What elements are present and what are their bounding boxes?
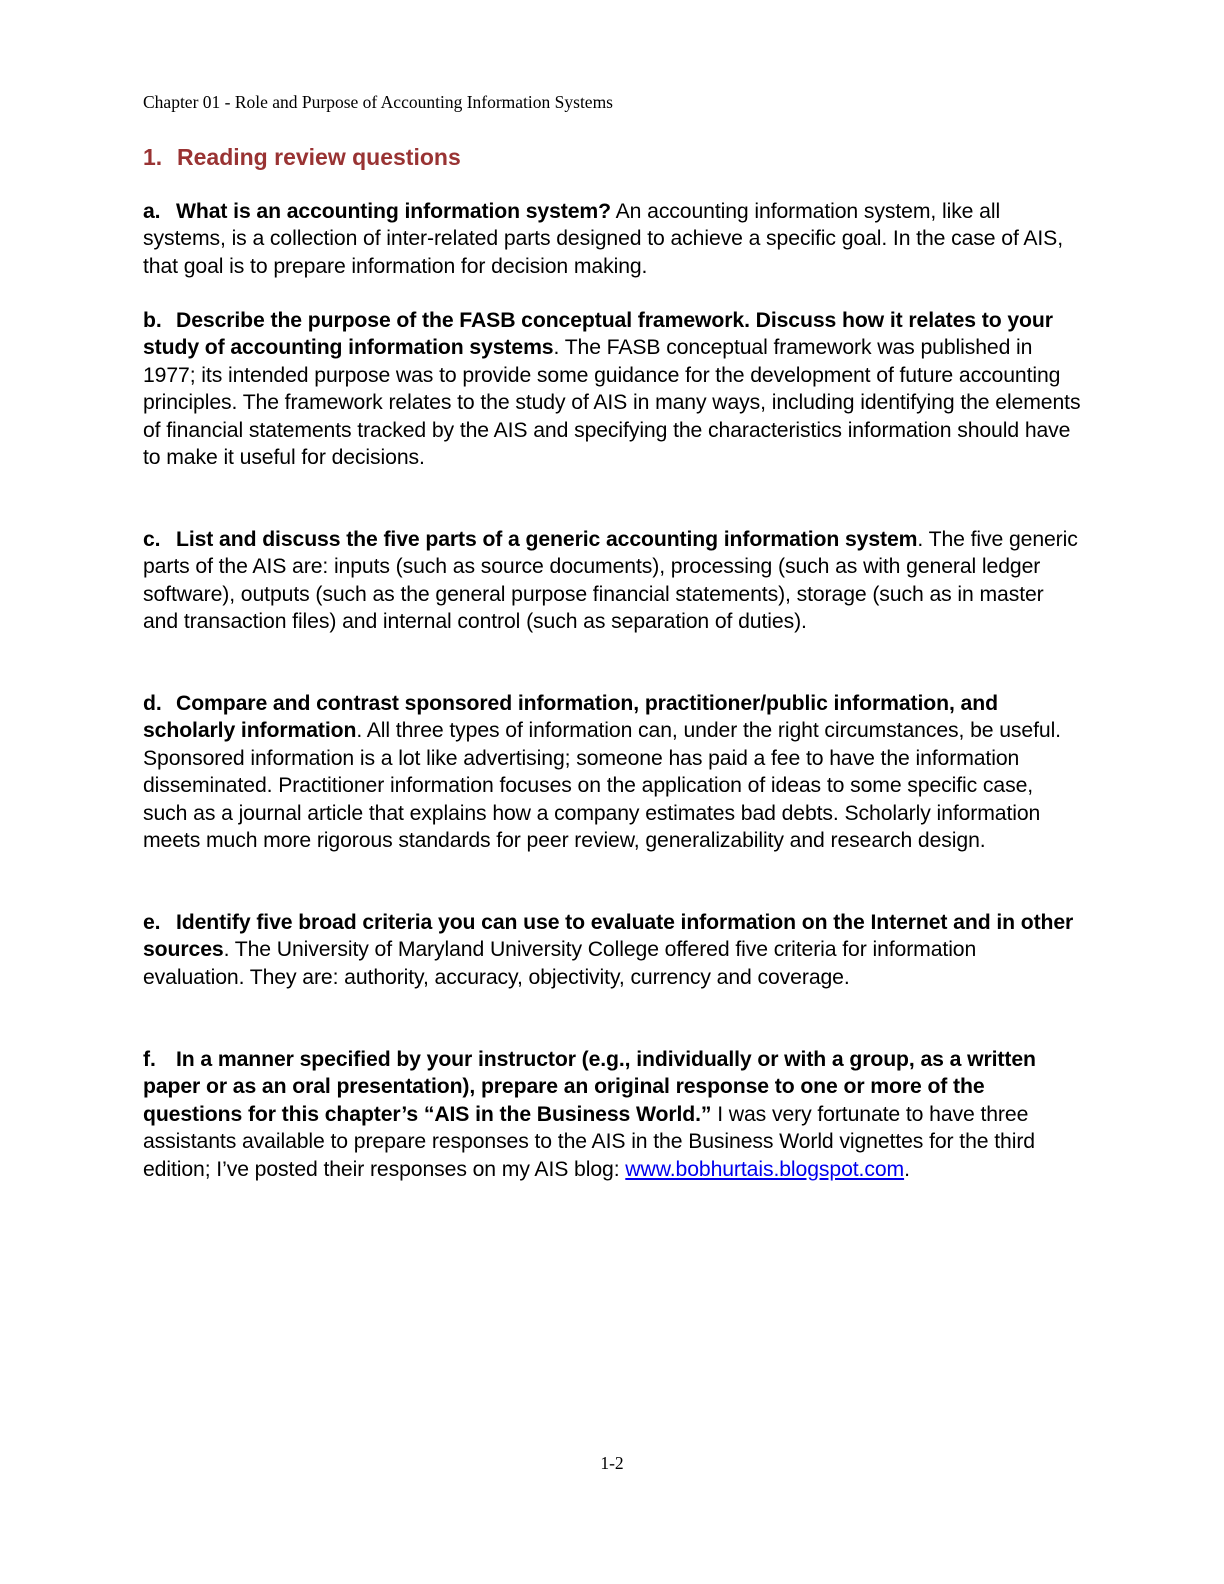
section-title: Reading review questions <box>177 144 461 170</box>
answer-text: . The five generic parts of the AIS are: inputs (such as source documents), processing (such as with general ledger software), outputs (such as the general purpose financial statements), storage (such as in master and transaction files) and internal control (such as separation of duties). <box>143 528 1078 634</box>
question-text: Describe the purpose of the FASB conceptual framework. Discuss how it relates to your study of accounting information systems <box>143 309 1053 360</box>
question-letter: e. <box>143 911 161 934</box>
question-a <box>143 198 1083 280</box>
question-b <box>143 307 1083 471</box>
question-f <box>143 1046 1083 1183</box>
answer-period: . <box>904 1157 910 1181</box>
question-e <box>143 909 1083 991</box>
answer-text: . The FASB conceptual framework was published in 1977; its intended purpose was to provide some guidance for the development of future accounting principles. The framework relates to the study of AIS in many ways, including identifying the elements of financial statements tracked by the AIS and specifying the characteristics information should have to make it useful for decisions. <box>143 336 1081 470</box>
blog-link[interactable]: www.bobhurtais.blogspot.com <box>625 1157 905 1181</box>
answer-text: An accounting information system, like all systems, is a collection of inter-related parts designed to achieve a specific goal. In the case of AIS, that goal is to prepare information for decision making. <box>143 200 1063 278</box>
question-text: In a manner specified by your instructor (e.g., individually or with a group, as a written paper or as an oral presentation), prepare an original response to one or more of the questions for this chapter’s “AIS in the Business World.” <box>143 1048 1036 1126</box>
answer-text: . The University of Maryland University College offered five criteria for information evaluation. They are: authority, accuracy, objectivity, currency and coverage. <box>143 938 977 989</box>
question-text: Identify five broad criteria you can use to evaluate information on the Internet and in other sources <box>143 911 1074 962</box>
question-d <box>143 690 1083 854</box>
question-letter: d. <box>143 692 162 715</box>
question-c <box>143 526 1083 636</box>
section-heading <box>143 142 461 172</box>
answer-text: . All three types of information can, under the right circumstances, be useful. Sponsored information is a lot like advertising; someone has paid a fee to have the information disseminated. Practitioner information focuses on the application of ideas to some specific case, such as a journal article that explains how a company estimates bad debts. Scholarly information meets much more rigorous standards for peer review, generalizability and research design. <box>143 719 1061 853</box>
question-letter: b. <box>143 309 162 332</box>
question-text: List and discuss the five parts of a generic accounting information system <box>176 528 918 551</box>
section-number: 1. <box>143 144 163 170</box>
page-number: 1-2 <box>600 1453 624 1473</box>
question-letter: c. <box>143 528 161 551</box>
running-header: Chapter 01 - Role and Purpose of Accounting Information Systems <box>143 92 613 112</box>
question-letter: a. <box>143 200 161 223</box>
question-text: What is an accounting information system? <box>176 200 612 223</box>
answer-text: I was very fortunate to have three assistants available to prepare responses to the AIS in the Business World vignettes for the third edition; I’ve posted their responses on my AIS blog: <box>143 1102 1035 1181</box>
question-letter: f. <box>143 1048 156 1071</box>
question-text: Compare and contrast sponsored information, practitioner/public information, and scholarly information <box>143 692 998 743</box>
